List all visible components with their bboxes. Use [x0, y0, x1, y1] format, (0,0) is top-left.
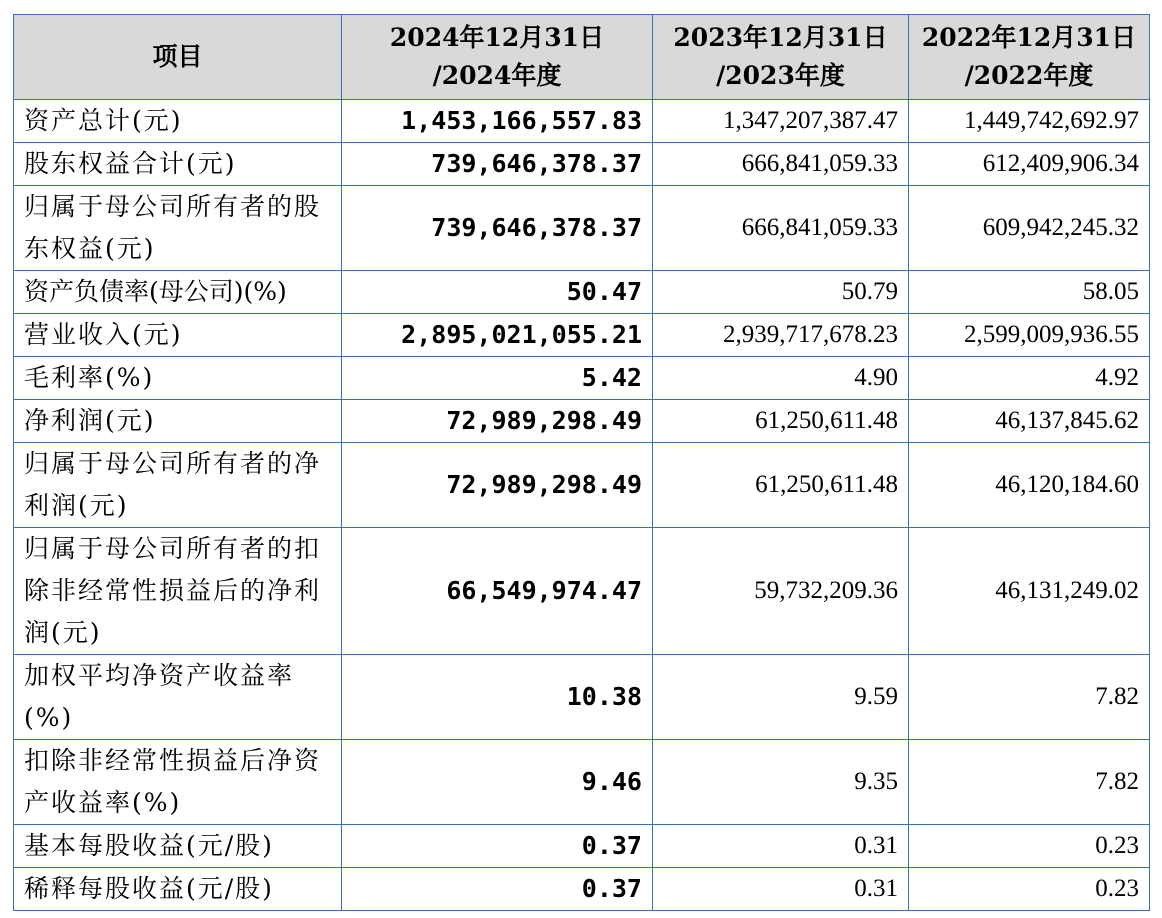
header-item: 项目	[14, 15, 342, 100]
value-2022: 46,120,184.60	[909, 443, 1150, 528]
value-2023: 666,841,059.33	[653, 143, 909, 186]
value-2024: 0.37	[342, 868, 653, 911]
value-2022: 58.05	[909, 271, 1150, 314]
value-2024: 9.46	[342, 740, 653, 825]
value-2023: 59,732,209.36	[653, 528, 909, 655]
row-label: 归属于母公司所有者的扣除非经常性损益后的净利润(元)	[14, 528, 342, 655]
header-2024: 2024年12月31日 /2024年度	[342, 15, 653, 100]
value-2024: 0.37	[342, 825, 653, 868]
value-2022: 4.92	[909, 357, 1150, 400]
row-label: 股东权益合计(元)	[14, 143, 342, 186]
value-2023: 1,347,207,387.47	[653, 100, 909, 143]
value-2023: 4.90	[653, 357, 909, 400]
value-2024: 72,989,298.49	[342, 400, 653, 443]
value-2022: 0.23	[909, 868, 1150, 911]
value-2024: 50.47	[342, 271, 653, 314]
table-header-row	[14, 15, 1150, 100]
value-2024: 66,549,974.47	[342, 528, 653, 655]
table-row	[14, 143, 1150, 186]
value-2023: 50.79	[653, 271, 909, 314]
value-2022: 609,942,245.32	[909, 186, 1150, 271]
table-row	[14, 825, 1150, 868]
value-2022: 7.82	[909, 655, 1150, 740]
table-row	[14, 443, 1150, 528]
table-row	[14, 100, 1150, 143]
row-label: 净利润(元)	[14, 400, 342, 443]
value-2024: 1,453,166,557.83	[342, 100, 653, 143]
row-label: 扣除非经常性损益后净资产收益率(%)	[14, 740, 342, 825]
table-row	[14, 186, 1150, 271]
value-2022: 46,137,845.62	[909, 400, 1150, 443]
value-2023: 666,841,059.33	[653, 186, 909, 271]
table-row	[14, 357, 1150, 400]
header-2023: 2023年12月31日 /2023年度	[653, 15, 909, 100]
value-2024: 5.42	[342, 357, 653, 400]
value-2022: 7.82	[909, 740, 1150, 825]
value-2022: 0.23	[909, 825, 1150, 868]
row-label: 基本每股收益(元/股)	[14, 825, 342, 868]
financial-summary-table	[13, 14, 1150, 911]
value-2022: 46,131,249.02	[909, 528, 1150, 655]
table-row	[14, 271, 1150, 314]
row-label: 毛利率(%)	[14, 357, 342, 400]
value-2024: 739,646,378.37	[342, 186, 653, 271]
table-row	[14, 528, 1150, 655]
table-row	[14, 655, 1150, 740]
value-2023: 0.31	[653, 825, 909, 868]
value-2023: 61,250,611.48	[653, 400, 909, 443]
row-label: 归属于母公司所有者的股东权益(元)	[14, 186, 342, 271]
value-2022: 612,409,906.34	[909, 143, 1150, 186]
row-label: 营业收入(元)	[14, 314, 342, 357]
value-2023: 61,250,611.48	[653, 443, 909, 528]
table-row	[14, 314, 1150, 357]
value-2024: 2,895,021,055.21	[342, 314, 653, 357]
value-2023: 2,939,717,678.23	[653, 314, 909, 357]
row-label: 资产总计(元)	[14, 100, 342, 143]
value-2024: 739,646,378.37	[342, 143, 653, 186]
value-2022: 2,599,009,936.55	[909, 314, 1150, 357]
table-row	[14, 400, 1150, 443]
value-2023: 0.31	[653, 868, 909, 911]
value-2024: 10.38	[342, 655, 653, 740]
row-label: 加权平均净资产收益率(%)	[14, 655, 342, 740]
table-row	[14, 740, 1150, 825]
table-row	[14, 868, 1150, 911]
value-2024: 72,989,298.49	[342, 443, 653, 528]
row-label: 稀释每股收益(元/股)	[14, 868, 342, 911]
row-label: 资产负债率(母公司)(%)	[14, 271, 342, 314]
value-2023: 9.59	[653, 655, 909, 740]
row-label: 归属于母公司所有者的净利润(元)	[14, 443, 342, 528]
value-2022: 1,449,742,692.97	[909, 100, 1150, 143]
value-2023: 9.35	[653, 740, 909, 825]
header-2022: 2022年12月31日 /2022年度	[909, 15, 1150, 100]
